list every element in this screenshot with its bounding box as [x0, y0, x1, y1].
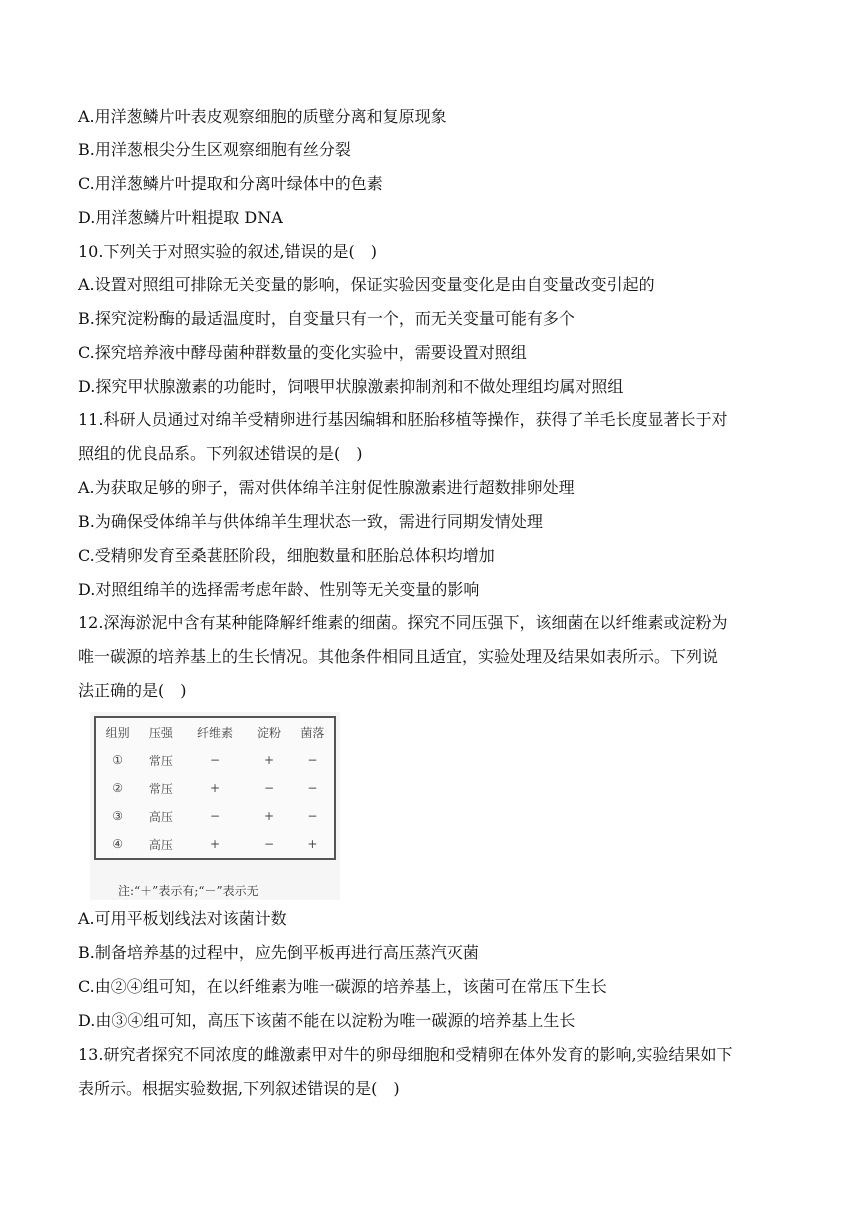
table-cell: −	[307, 809, 318, 823]
text-line: C.探究培养液中酵母菌种群数量的变化实验中，需要设置对照组	[78, 343, 527, 362]
text-line: B.探究淀粉酶的最适温度时，自变量只有一个，而无关变量可能有多个	[78, 309, 575, 328]
text-line: 13.研究者探究不同浓度的雌激素甲对牛的卵母细胞和受精卵在体外发育的影响,实验结果如下	[78, 1045, 733, 1064]
text-line: D.用洋葱鳞片叶粗提取 DNA	[78, 208, 283, 227]
text-line: 照组的优良品系。下列叙述错误的是( )	[78, 444, 363, 463]
table-header-cell: 压强	[148, 725, 173, 740]
table-cell: −	[264, 837, 275, 851]
table-cell: −	[209, 809, 220, 823]
table-cell: +	[307, 837, 318, 851]
experiment-table-image	[90, 712, 340, 900]
table-row	[96, 830, 334, 858]
table-header-row	[96, 718, 334, 746]
table-cell: −	[264, 781, 275, 795]
text-line: A.用洋葱鳞片叶表皮观察细胞的质壁分离和复原现象	[78, 107, 447, 126]
table-header-cell: 菌落	[300, 725, 325, 740]
text-line: C.用洋葱鳞片叶提取和分离叶绿体中的色素	[78, 174, 383, 193]
table-cell: +	[209, 781, 220, 795]
text-line: C.受精卵发育至桑葚胚阶段，细胞数量和胚胎总体积均增加	[78, 546, 495, 565]
text-line: D.探究甲状腺激素的功能时，饲喂甲状腺激素抑制剂和不做处理组均属对照组	[78, 377, 624, 396]
text-line: B.为确保受体绵羊与供体绵羊生理状态一致，需进行同期发情处理	[78, 512, 543, 531]
table-cell: 常压	[148, 753, 173, 768]
text-line: D.由③④组可知，高压下该菌不能在以淀粉为唯一碳源的培养基上生长	[78, 1011, 576, 1030]
text-line: 12.深海淤泥中含有某种能降解纤维素的细菌。探究不同压强下，该细菌在以纤维素或淀粉为	[78, 613, 728, 632]
table-cell: −	[307, 753, 318, 767]
table-header-cell: 组别	[105, 725, 130, 740]
text-line: A.设置对照组可排除无关变量的影响，保证实验因变量变化是由自变量改变引起的	[78, 275, 655, 294]
table-cell: ④	[112, 837, 124, 851]
table-cell: −	[307, 781, 318, 795]
table-cell: +	[264, 809, 275, 823]
text-line: 法正确的是( )	[78, 681, 187, 700]
text-line: B.用洋葱根尖分生区观察细胞有丝分裂	[78, 140, 351, 159]
table-note: 注:“＋”表示有;“－”表示无	[118, 884, 259, 898]
text-line: C.由②④组可知，在以纤维素为唯一碳源的培养基上，该菌可在常压下生长	[78, 977, 607, 996]
text-line: A.可用平板划线法对该菌计数	[78, 909, 287, 928]
text-line: D.对照组绵羊的选择需考虑年龄、性别等无关变量的影响	[78, 580, 480, 599]
table-header-cell: 淀粉	[257, 725, 282, 740]
table-cell: ①	[112, 753, 124, 767]
table-cell: 常压	[148, 781, 173, 796]
text-line: 11.科研人员通过对绵羊受精卵进行基因编辑和胚胎移植等操作，获得了羊毛长度显著长于对	[78, 410, 728, 429]
text-line: B.制备培养基的过程中，应先倒平板再进行高压蒸汽灭菌	[78, 943, 479, 962]
table-cell: +	[264, 753, 275, 767]
table-cell: 高压	[148, 809, 173, 824]
table-row	[96, 774, 334, 802]
experiment-table-frame	[94, 716, 336, 860]
text-line: 唯一碳源的培养基上的生长情况。其他条件相同且适宜，实验处理及结果如表所示。下列说	[78, 647, 719, 666]
table-cell: ③	[112, 809, 124, 823]
table-cell: −	[209, 753, 220, 767]
text-line: 表所示。根据实验数据,下列叙述错误的是( )	[78, 1079, 400, 1098]
table-cell: +	[209, 837, 220, 851]
table-cell: 高压	[148, 837, 173, 852]
experiment-table	[96, 718, 334, 858]
table-cell: ②	[112, 781, 124, 795]
text-line: 10.下列关于对照实验的叙述,错误的是( )	[78, 242, 378, 261]
text-line: A.为获取足够的卵子，需对供体绵羊注射促性腺激素进行超数排卵处理	[78, 478, 575, 497]
table-header-cell: 纤维素	[196, 725, 233, 740]
table-row	[96, 802, 334, 830]
table-row	[96, 746, 334, 774]
